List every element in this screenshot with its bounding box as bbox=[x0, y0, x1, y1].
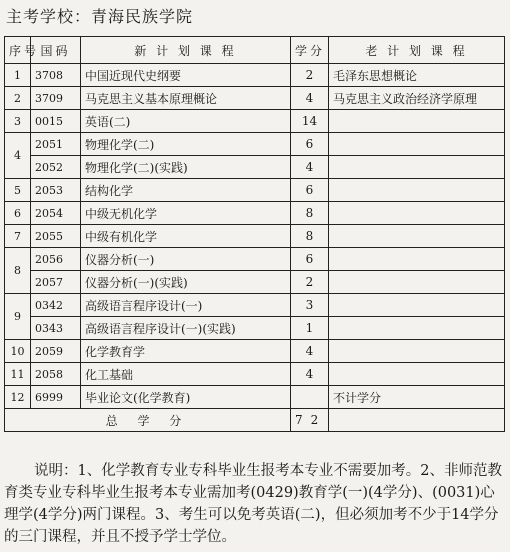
row-new-course: 马克思主义基本原理概论 bbox=[81, 87, 291, 110]
course-table bbox=[4, 36, 505, 432]
row-credits: 4 bbox=[291, 156, 329, 179]
row-seq: 12 bbox=[5, 386, 31, 409]
row-new-course: 中国近现代史纲要 bbox=[81, 64, 291, 87]
table-row bbox=[5, 64, 505, 87]
row-credits: 8 bbox=[291, 225, 329, 248]
row-code: 2051 bbox=[31, 133, 81, 156]
row-credits: 8 bbox=[291, 202, 329, 225]
row-credits: 6 bbox=[291, 133, 329, 156]
row-code: 2054 bbox=[31, 202, 81, 225]
table-row bbox=[5, 110, 505, 133]
row-credits bbox=[291, 386, 329, 409]
row-old-course bbox=[329, 179, 505, 202]
table-row bbox=[5, 133, 505, 156]
total-credits: 72 bbox=[291, 409, 329, 432]
col-header-credits: 学分 bbox=[291, 37, 329, 64]
row-seq: 9 bbox=[5, 294, 31, 340]
row-new-course: 化学教育学 bbox=[81, 340, 291, 363]
row-credits: 2 bbox=[291, 271, 329, 294]
row-code: 2052 bbox=[31, 156, 81, 179]
table-row bbox=[5, 225, 505, 248]
row-old-course bbox=[329, 248, 505, 271]
row-new-course: 中级有机化学 bbox=[81, 225, 291, 248]
row-code: 2053 bbox=[31, 179, 81, 202]
row-code: 3709 bbox=[31, 87, 81, 110]
row-old-course: 马克思主义政治经济学原理 bbox=[329, 87, 505, 110]
row-new-course: 英语(二) bbox=[81, 110, 291, 133]
row-new-course: 化工基础 bbox=[81, 363, 291, 386]
row-new-course: 毕业论文(化学教育) bbox=[81, 386, 291, 409]
total-label: 总 学 分 bbox=[5, 409, 291, 432]
total-row bbox=[5, 409, 505, 432]
row-seq: 2 bbox=[5, 87, 31, 110]
table-row bbox=[5, 363, 505, 386]
row-credits: 1 bbox=[291, 317, 329, 340]
table-header-row bbox=[5, 37, 505, 64]
row-code: 2059 bbox=[31, 340, 81, 363]
row-old-course bbox=[329, 156, 505, 179]
row-old-course bbox=[329, 294, 505, 317]
row-new-course: 结构化学 bbox=[81, 179, 291, 202]
table-row bbox=[5, 87, 505, 110]
row-seq: 10 bbox=[5, 340, 31, 363]
row-new-course: 高级语言程序设计(一)(实践) bbox=[81, 317, 291, 340]
row-new-course: 仪器分析(一) bbox=[81, 248, 291, 271]
row-seq: 1 bbox=[5, 64, 31, 87]
exam-school-title: 主考学校：青海民族学院 bbox=[6, 7, 194, 26]
row-seq: 6 bbox=[5, 202, 31, 225]
row-new-course: 高级语言程序设计(一) bbox=[81, 294, 291, 317]
row-old-course bbox=[329, 317, 505, 340]
table-row bbox=[5, 202, 505, 225]
row-seq: 7 bbox=[5, 225, 31, 248]
row-seq: 5 bbox=[5, 179, 31, 202]
row-old-course bbox=[329, 363, 505, 386]
row-credits: 6 bbox=[291, 248, 329, 271]
row-credits: 14 bbox=[291, 110, 329, 133]
table-row bbox=[5, 317, 505, 340]
col-header-old-course: 老 计 划 课 程 bbox=[329, 37, 505, 64]
col-header-seq: 序号 bbox=[5, 37, 31, 64]
total-empty-cell bbox=[329, 409, 505, 432]
row-credits: 6 bbox=[291, 179, 329, 202]
row-old-course bbox=[329, 110, 505, 133]
row-old-course bbox=[329, 340, 505, 363]
table-row bbox=[5, 271, 505, 294]
row-old-course: 不计学分 bbox=[329, 386, 505, 409]
row-new-course: 仪器分析(一)(实践) bbox=[81, 271, 291, 294]
row-old-course bbox=[329, 202, 505, 225]
row-credits: 4 bbox=[291, 340, 329, 363]
row-old-course bbox=[329, 225, 505, 248]
table-row bbox=[5, 156, 505, 179]
row-code: 2055 bbox=[31, 225, 81, 248]
explanatory-note: 说明：1、化学教育专业专科毕业生报考本专业不需要加考。2、非师范教育类专业专科毕业生报考本专业需加考(0429)教育学(一)(4学分)、(0031)心理学(4学分)两门课程。3、考生可以免考英语(二)，但必须加考不少于14学分的三门课程，并且不授予学士学位。 bbox=[4, 463, 502, 545]
row-code: 0015 bbox=[31, 110, 81, 133]
table-row bbox=[5, 386, 505, 409]
col-header-new-course: 新 计 划 课 程 bbox=[81, 37, 291, 64]
row-credits: 2 bbox=[291, 64, 329, 87]
row-code: 2056 bbox=[31, 248, 81, 271]
row-seq: 3 bbox=[5, 110, 31, 133]
row-code: 3708 bbox=[31, 64, 81, 87]
row-seq: 8 bbox=[5, 248, 31, 294]
row-code: 6999 bbox=[31, 386, 81, 409]
row-code: 0342 bbox=[31, 294, 81, 317]
row-code: 2057 bbox=[31, 271, 81, 294]
row-old-course: 毛泽东思想概论 bbox=[329, 64, 505, 87]
row-old-course bbox=[329, 133, 505, 156]
row-seq: 4 bbox=[5, 133, 31, 179]
row-new-course: 物理化学(二) bbox=[81, 133, 291, 156]
table-row bbox=[5, 340, 505, 363]
row-seq: 11 bbox=[5, 363, 31, 386]
row-old-course bbox=[329, 271, 505, 294]
table-row bbox=[5, 248, 505, 271]
row-new-course: 中级无机化学 bbox=[81, 202, 291, 225]
row-credits: 3 bbox=[291, 294, 329, 317]
table-row bbox=[5, 179, 505, 202]
col-header-code: 国码 bbox=[31, 37, 81, 64]
row-code: 2058 bbox=[31, 363, 81, 386]
row-new-course: 物理化学(二)(实践) bbox=[81, 156, 291, 179]
row-code: 0343 bbox=[31, 317, 81, 340]
row-credits: 4 bbox=[291, 363, 329, 386]
table-row bbox=[5, 294, 505, 317]
row-credits: 4 bbox=[291, 87, 329, 110]
